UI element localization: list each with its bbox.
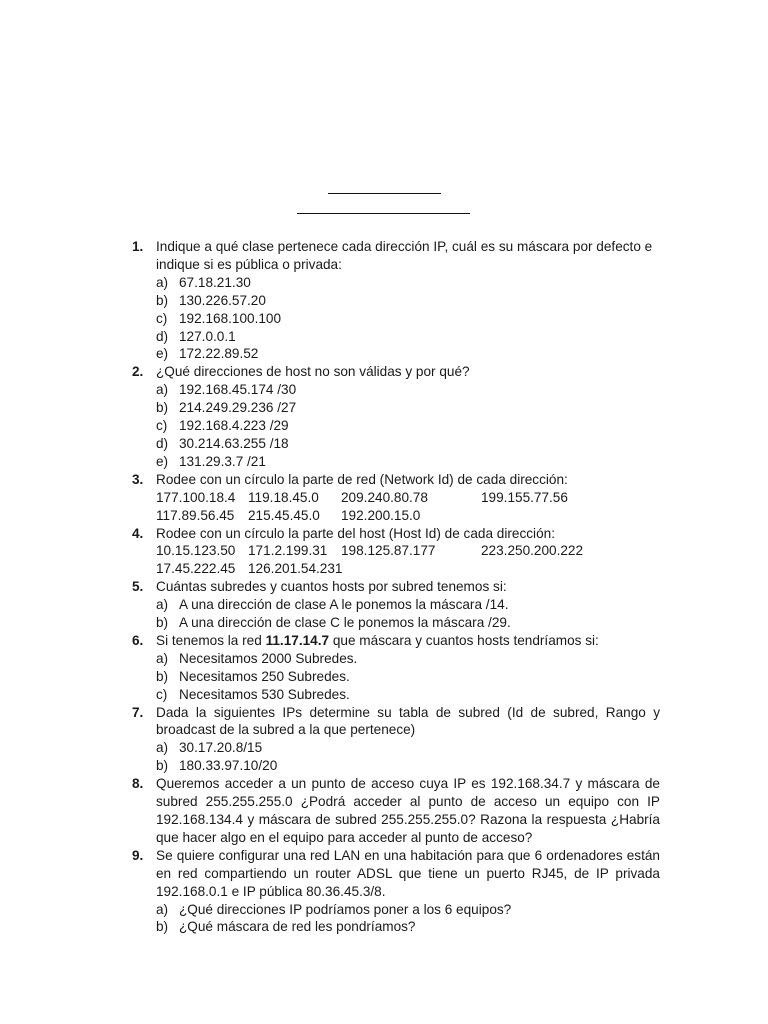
question-4 — [132, 525, 660, 579]
question-6 — [132, 632, 660, 704]
ip-address: 171.2.199.31 — [248, 543, 328, 559]
question-number: 7. — [132, 704, 144, 720]
option-a: a) ¿Qué direcciones IP podríamos poner a los 6 equipos? — [156, 901, 512, 917]
question-number: 2. — [132, 364, 144, 380]
ip-address: 17.45.222.45 — [156, 561, 236, 577]
question-text: Si tenemos la red 11.17.14.7 que máscara y cuantos hosts tendríamos si: — [156, 632, 599, 648]
question-number: 3. — [132, 471, 144, 487]
network-address: 11.17.14.7 — [265, 632, 330, 648]
ip-address: 117.89.56.45 — [156, 507, 235, 523]
question-8 — [132, 775, 660, 847]
question-text: Queremos acceder a un punto de acceso cuya IP es 192.168.34.7 y máscara de subred 255.255.255.0 ¿Podrá acceder al punto de acceso un equipo con IP 192.168.134.4 y máscara de subred 255.255.255.0? Razona la respuesta ¿Habría que hacer algo en el equipo para acceder al punto de acceso? — [156, 776, 660, 845]
question-5 — [132, 578, 660, 632]
question-number: 9. — [132, 847, 144, 863]
option-b: b) 130.226.57.20 — [156, 292, 266, 308]
option-a: a) A una dirección de clase A le ponemos la máscara /14. — [156, 597, 509, 613]
ip-address: 209.240.80.78 — [341, 489, 428, 505]
question-number: 8. — [132, 776, 144, 792]
ip-address: 192.200.15.0 — [341, 507, 421, 523]
ip-address: 119.18.45.0 — [248, 489, 319, 505]
address-row — [156, 489, 660, 507]
option-e: e) 131.29.3.7 /21 — [156, 453, 266, 469]
ip-address: 177.100.18.4 — [156, 489, 236, 505]
option-b: b) Necesitamos 250 Subredes. — [156, 668, 350, 684]
question-number: 6. — [132, 632, 144, 648]
question-text: Rodee con un círculo la parte del host (Host Id) de cada dirección: — [156, 525, 555, 541]
question-text: Se quiere configurar una red LAN en una habitación para que 6 ordenadores están en red compartiendo un router ADSL que tiene un puerto RJ45, de IP privada 192.168.0.1 e IP pública 80.36.45.3/8. — [156, 847, 660, 899]
option-a: a) 67.18.21.30 — [156, 274, 251, 290]
question-7 — [132, 704, 660, 776]
option-c: c) Necesitamos 530 Subredes. — [156, 686, 350, 702]
question-2 — [132, 363, 660, 470]
question-number: 1. — [132, 239, 144, 254]
option-b: b) A una dirección de clase C le ponemos la máscara /29. — [156, 615, 511, 631]
option-a: a) 30.17.20.8/15 — [156, 740, 263, 756]
option-c: c) 192.168.100.100 — [156, 310, 282, 326]
option-e: e) 172.22.89.52 — [156, 346, 259, 362]
question-3 — [132, 471, 660, 525]
ip-address: 10.15.123.50 — [156, 543, 236, 559]
question-1 — [132, 238, 660, 363]
title-underline-short — [328, 193, 441, 194]
option-b: b) 180.33.97.10/20 — [156, 758, 278, 774]
option-d: d) 127.0.0.1 — [156, 328, 236, 344]
address-row — [156, 507, 660, 525]
question-9 — [132, 847, 660, 937]
question-text: Cuántas subredes y cuantos hosts por subred tenemos si: — [156, 579, 507, 595]
option-c: c) 192.168.4.223 /29 — [156, 418, 289, 434]
question-text: Indique a qué clase pertenece cada dirección IP, cuál es su máscara por defecto e indique si es pública o privada: — [156, 239, 653, 272]
ip-address: 126.201.54.231 — [248, 561, 343, 577]
ip-address: 223.250.200.222 — [481, 543, 584, 559]
ip-address: 215.45.45.0 — [248, 507, 320, 523]
address-row — [156, 542, 660, 560]
ip-address: 199.155.77.56 — [481, 489, 568, 505]
option-a: a) Necesitamos 2000 Subredes. — [156, 650, 358, 666]
question-number: 4. — [132, 525, 144, 541]
option-d: d) 30.214.63.255 /18 — [156, 435, 289, 451]
option-b: b) 214.249.29.236 /27 — [156, 400, 297, 416]
address-row — [156, 560, 660, 578]
option-b: b) ¿Qué máscara de red les pondríamos? — [156, 919, 416, 935]
question-number: 5. — [132, 579, 144, 595]
question-text: ¿Qué direcciones de host no son válidas y por qué? — [156, 364, 470, 380]
question-text: Dada la siguientes IPs determine su tabla de subred (Id de subred, Rango y broadcast de la subred a la que pertenece) — [156, 704, 660, 738]
option-a: a) 192.168.45.174 /30 — [156, 382, 297, 398]
ip-address: 198.125.87.177 — [341, 543, 436, 559]
question-text: Rodee con un círculo la parte de red (Network Id) de cada dirección: — [156, 471, 568, 487]
exercise-list — [132, 238, 660, 936]
title-underline-long — [297, 213, 470, 214]
